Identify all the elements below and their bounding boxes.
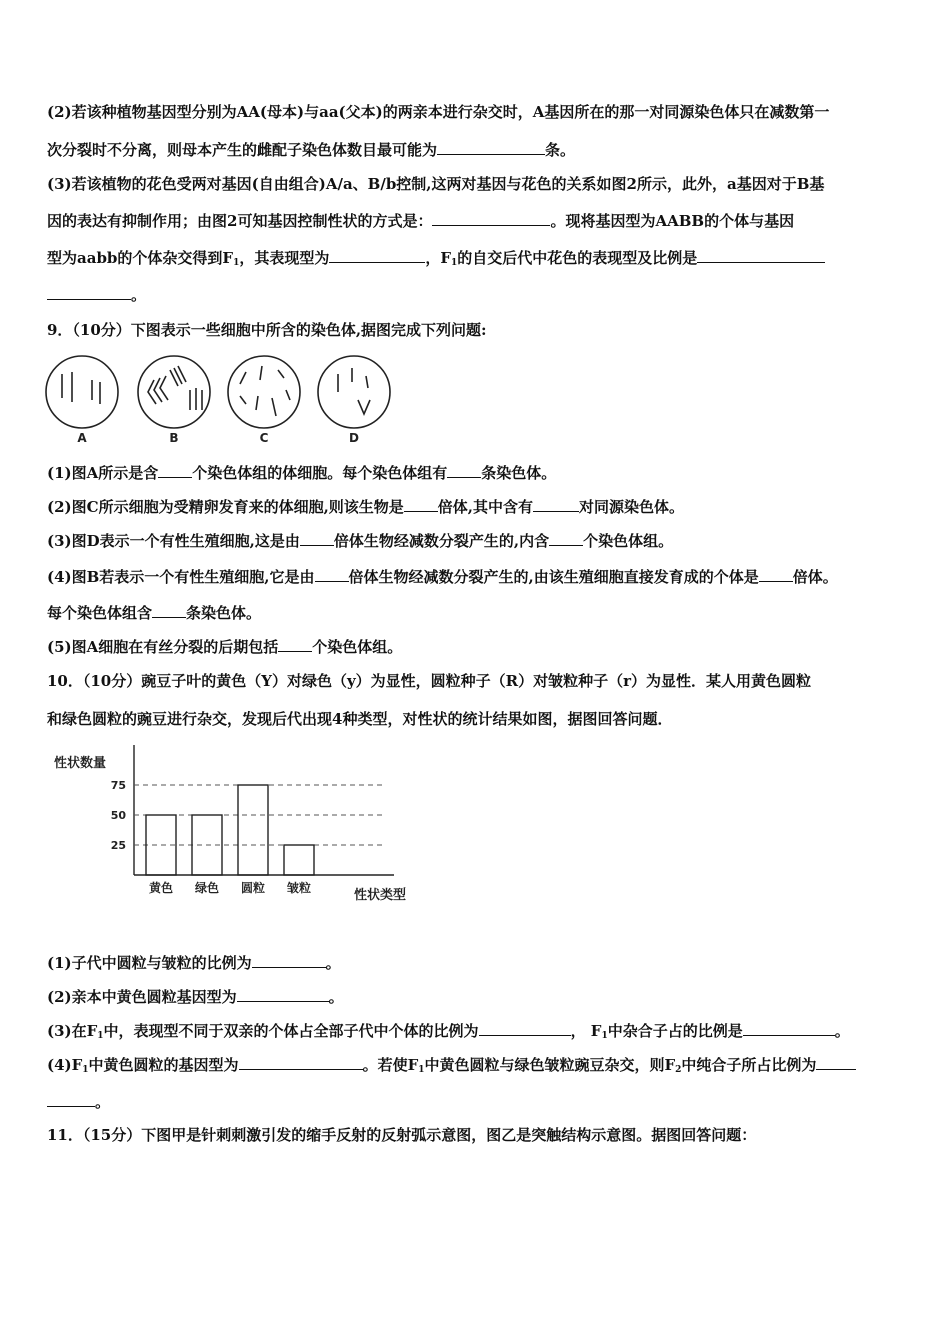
q10-sub2: (2)亲本中黄色圆粒基因型为 。 bbox=[47, 988, 344, 1006]
answer-blank[interactable] bbox=[47, 1092, 95, 1107]
answer-blank[interactable] bbox=[278, 637, 312, 652]
trait-count-bar-chart bbox=[44, 745, 424, 915]
q8-p2-line1: (2)若该种植物基因型分别为AA(母本)与aa(父本)的两亲本进行杂交时，A基因所在的那一对同源染色体只在减数第一 bbox=[47, 103, 830, 121]
cell-a bbox=[46, 356, 118, 428]
y-tick-label: 25 bbox=[110, 839, 126, 852]
x-category-label: 圆粒 bbox=[240, 881, 266, 895]
bar-4 bbox=[284, 845, 314, 875]
answer-blank[interactable] bbox=[816, 1055, 856, 1070]
answer-blank[interactable] bbox=[759, 567, 793, 582]
cell-label-d: D bbox=[349, 431, 359, 445]
answer-blank[interactable] bbox=[158, 463, 192, 478]
q10-sub3: (3)在$F_1$中，表现型不同于双亲的个体占全部子代中个体的比例为 ， $F_1$中杂合子占的比例是 。 bbox=[47, 1022, 850, 1041]
answer-blank[interactable] bbox=[533, 497, 579, 512]
x-axis-title: 性状类型 bbox=[354, 888, 407, 903]
q10-sub4-cont: 。 bbox=[47, 1092, 110, 1112]
answer-blank[interactable] bbox=[447, 463, 481, 478]
q11-title: 11．（15分）下图甲是针刺刺激引发的缩手反射的反射弧示意图，图乙是突触结构示意图。据图回答问题： bbox=[47, 1126, 757, 1144]
q9-sub1: (1)图A所示是含 个染色体组的体细胞。每个染色体组有 条染色体。 bbox=[47, 464, 557, 482]
answer-blank[interactable] bbox=[479, 1021, 571, 1036]
q9-sub4-cont: 每个染色体组含 条染色体。 bbox=[47, 604, 262, 622]
answer-blank[interactable] bbox=[252, 953, 326, 968]
answer-blank[interactable] bbox=[315, 567, 349, 582]
x-category-label: 皱粒 bbox=[286, 881, 312, 895]
answer-blank[interactable] bbox=[152, 603, 186, 618]
answer-blank[interactable] bbox=[697, 248, 825, 263]
y-tick-label: 75 bbox=[110, 779, 126, 792]
answer-blank[interactable] bbox=[300, 531, 334, 546]
cell-label-c: C bbox=[259, 431, 269, 445]
q8-p3-line3: 型为aabb的个体杂交得到$F_1$，其表现型为 ，$F_1$的自交后代中花色的表现型及比例是 bbox=[47, 248, 825, 273]
answer-blank[interactable] bbox=[239, 1055, 363, 1070]
x-category-label: 黄色 bbox=[148, 881, 174, 895]
q8-p3-line2: 因的表达有抑制作用；由图2可知基因控制性状的方式是： 。现将基因型为AABB的个体与基因 bbox=[47, 212, 795, 230]
q8-p3-line4: 。 bbox=[47, 285, 146, 305]
answer-blank[interactable] bbox=[743, 1021, 835, 1036]
chromosome-cells-figure bbox=[40, 352, 400, 448]
q10-sub1: (1)子代中圆粒与皱粒的比例为 。 bbox=[47, 954, 341, 972]
q9-title: 9．（10分）下图表示一些细胞中所含的染色体,据图完成下列问题: bbox=[47, 321, 487, 339]
q9-sub4: (4)图B若表示一个有性生殖细胞,它是由 倍体生物经减数分裂产生的,由该生殖细胞直接发育成的个体是 倍体。 bbox=[47, 568, 838, 586]
cell-label-b: B bbox=[169, 431, 179, 445]
answer-blank[interactable] bbox=[237, 987, 329, 1002]
answer-blank[interactable] bbox=[404, 497, 438, 512]
q9-sub2: (2)图C所示细胞为受精卵发育来的体细胞,则该生物是 倍体,其中含有 对同源染色体。 bbox=[47, 498, 685, 516]
q10-stem-line1: 10．（10分）豌豆子叶的黄色（Y）对绿色（y）为显性，圆粒种子（R）对皱粒种子（r）为显性．某人用黄色圆粒 bbox=[47, 672, 812, 690]
q9-sub5: (5)图A细胞在有丝分裂的后期包括 个染色体组。 bbox=[47, 638, 403, 656]
answer-blank[interactable] bbox=[47, 285, 131, 300]
q8-p3-line1: (3)若该植物的花色受两对基因(自由组合)A/a、B/b控制,这两对基因与花色的关系如图2所示，此外，a基因对于B基 bbox=[47, 175, 825, 193]
answer-blank[interactable] bbox=[329, 248, 425, 263]
answer-blank[interactable] bbox=[549, 531, 583, 546]
cell-d bbox=[318, 356, 390, 428]
cell-c bbox=[228, 356, 300, 428]
answer-blank[interactable] bbox=[437, 140, 545, 155]
y-tick-label: 50 bbox=[110, 809, 126, 822]
bar-3 bbox=[238, 785, 268, 875]
y-axis-title: 性状数量 bbox=[54, 756, 107, 771]
x-category-label: 绿色 bbox=[194, 881, 220, 895]
answer-blank[interactable] bbox=[432, 211, 550, 226]
q10-sub4: $(4)F_1$中黄色圆粒的基因型为 。若使$F_1$中黄色圆粒与绿色皱粒豌豆杂交，则$F_2$中纯合子所占比例为 bbox=[47, 1055, 856, 1080]
q10-stem-line2: 和绿色圆粒的豌豆进行杂交，发现后代出现4种类型，对性状的统计结果如图，据图回答问题． bbox=[47, 710, 673, 728]
q8-p2-line2: 次分裂时不分离，则母本产生的雌配子染色体数目最可能为 条。 bbox=[47, 141, 576, 159]
cell-label-a: A bbox=[77, 431, 87, 445]
q9-sub3: (3)图D表示一个有性生殖细胞,这是由 倍体生物经减数分裂产生的,内含 个染色体组。 bbox=[47, 532, 674, 550]
